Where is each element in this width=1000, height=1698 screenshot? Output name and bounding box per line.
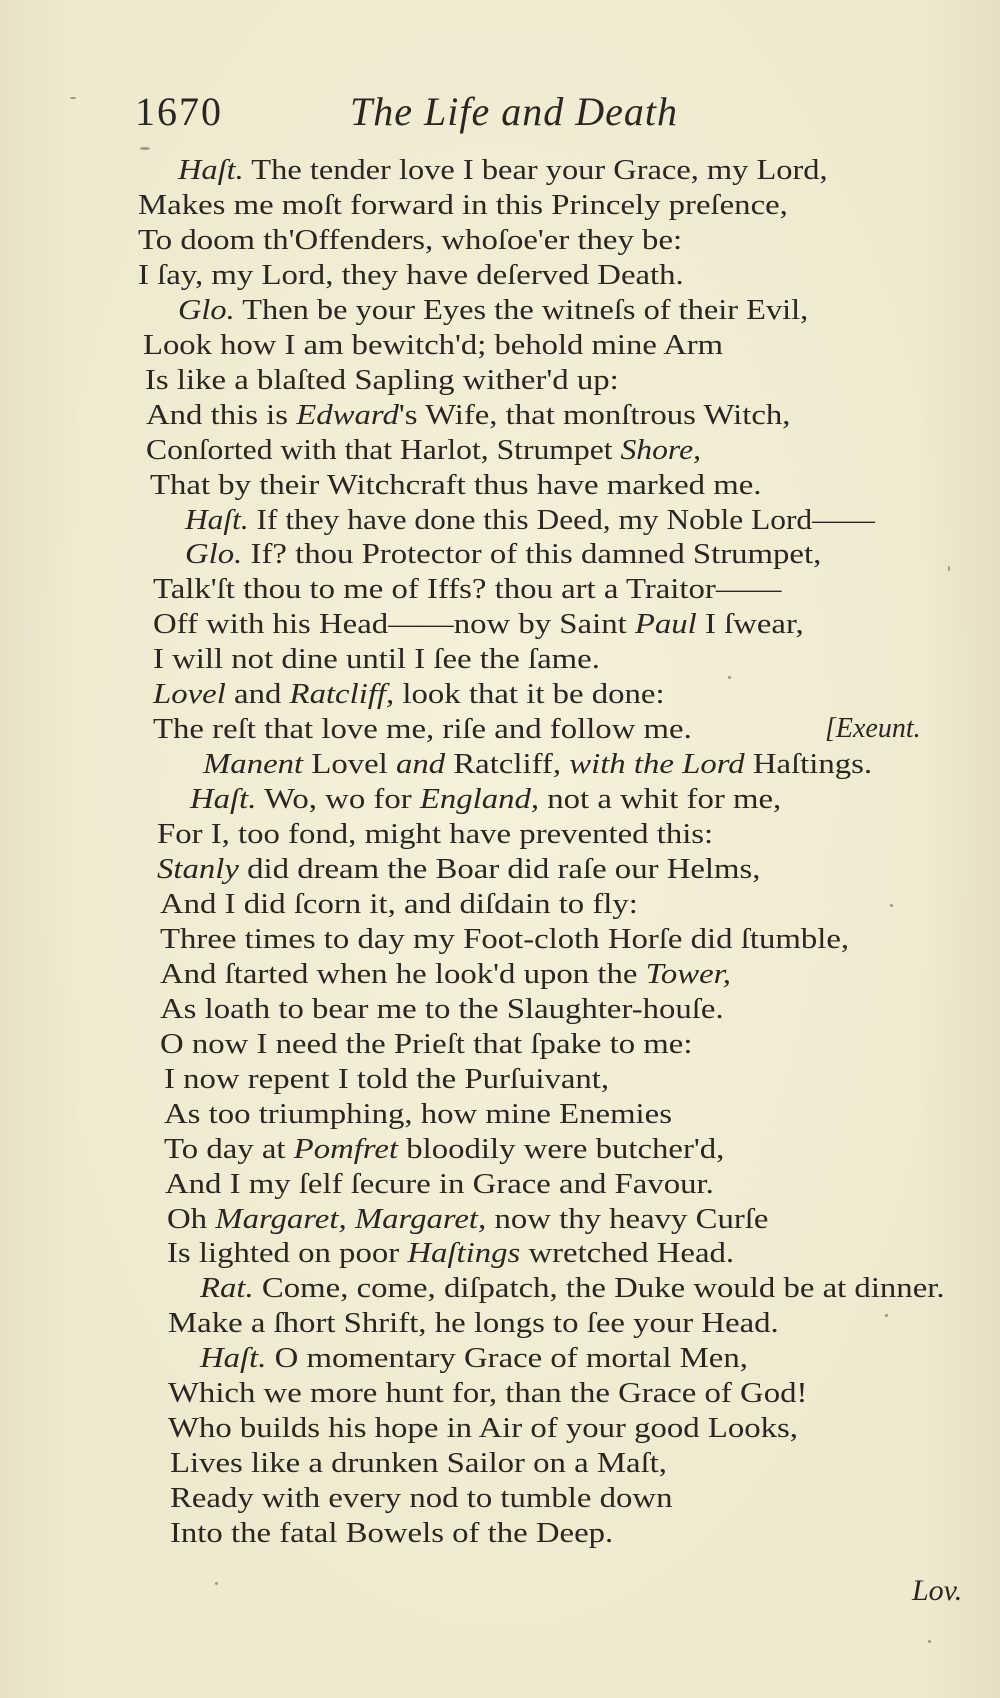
text-segment: I now repent I told the Purſuivant,	[164, 1063, 610, 1095]
text-line	[190, 783, 781, 817]
speaker-name: Haſt.	[185, 504, 249, 536]
italic-text: England,	[419, 784, 540, 816]
text-segment: Conſorted with that Harlot, Strumpet	[146, 434, 621, 466]
text-line	[146, 399, 791, 433]
ink-speck	[728, 676, 731, 679]
text-line	[168, 1307, 779, 1341]
page-number: 1670	[135, 89, 223, 134]
ink-speck	[890, 904, 893, 907]
text-segment: The tender love I bear your Grace, my Lord,	[243, 155, 828, 186]
text-line	[153, 643, 600, 677]
text-line	[160, 993, 724, 1027]
text-line	[138, 259, 684, 293]
text-segment: If they have done this Deed, my Noble Lord——	[248, 504, 875, 536]
text-segment: Wo, wo for	[256, 784, 420, 816]
text-segment: As too triumphing, how mine Enemies	[164, 1098, 672, 1130]
page-header	[135, 88, 835, 148]
text-segment: Is like a blaſted Sapling wither'd up:	[145, 364, 619, 396]
text-line	[167, 1237, 734, 1271]
italic-text: Margaret, Margaret,	[215, 1203, 487, 1235]
italic-text: Stanly	[157, 854, 239, 885]
text-segment: Oh	[167, 1203, 216, 1235]
text-segment: And I did ſcorn it, and diſdain to fly:	[160, 888, 638, 920]
text-segment: Ratcliff,	[445, 749, 570, 781]
text-segment: did dream the Boar did raſe our Helms,	[238, 854, 761, 885]
text-segment: Lovel	[303, 749, 396, 781]
stage-direction: [Exeunt.	[825, 713, 921, 745]
text-segment: and	[225, 679, 290, 711]
italic-text: with the Lord	[569, 749, 745, 781]
text-segment: As loath to bear me to the Slaughter-houſe.	[160, 993, 724, 1025]
ink-speck	[140, 147, 150, 150]
text-segment: I ſay, my Lord, they have deſerved Death.	[138, 259, 684, 291]
text-line	[160, 888, 638, 922]
text-segment: The reſt that love me, riſe and follow me.	[153, 714, 692, 746]
text-line	[153, 573, 781, 607]
text-line	[157, 853, 760, 887]
text-line	[185, 504, 875, 538]
speaker-name: Glo.	[178, 294, 235, 326]
text-line	[160, 1028, 692, 1062]
text-segment: Is lighted on poor	[167, 1238, 408, 1270]
text-segment: 's Wife, that monſtrous Witch,	[398, 399, 791, 431]
text-line	[170, 1517, 613, 1551]
text-segment: To day at	[164, 1133, 294, 1165]
text-segment: Lives like a drunken Sailor on a Maſt,	[170, 1448, 667, 1480]
text-line	[165, 1168, 714, 1202]
text-line	[178, 154, 828, 188]
speaker-name: Haſt.	[190, 784, 257, 816]
speaker-name: Haſt.	[178, 155, 244, 186]
text-segment: And ſtarted when he look'd upon the	[160, 958, 646, 990]
ink-speck	[215, 1582, 218, 1585]
ink-speck	[928, 1640, 931, 1643]
text-segment: look that it be done:	[394, 679, 665, 711]
italic-text: Haſtings	[407, 1238, 521, 1270]
text-line	[203, 748, 872, 782]
ink-speck	[885, 1314, 888, 1317]
text-line	[157, 818, 713, 852]
italic-text: Pomfret	[293, 1133, 399, 1165]
text-line	[160, 923, 849, 957]
text-line	[138, 189, 788, 223]
text-line	[153, 608, 804, 642]
text-line	[167, 1203, 768, 1237]
text-line	[153, 713, 692, 747]
text-line	[150, 469, 761, 503]
text-segment: Haſtings.	[744, 749, 873, 781]
text-line	[145, 364, 619, 398]
italic-text: and	[395, 749, 446, 781]
italic-text: Tower,	[645, 958, 731, 990]
text-line	[160, 958, 731, 992]
text-line	[170, 1482, 672, 1516]
text-segment: I ſwear,	[696, 609, 804, 641]
italic-text: Ratcliff,	[289, 679, 395, 711]
text-line	[164, 1063, 609, 1097]
text-segment: Which we more hunt for, than the Grace of God!	[168, 1378, 808, 1410]
italic-text: Shore,	[620, 434, 702, 466]
italic-text: Edward	[296, 399, 399, 431]
italic-text: Paul	[634, 609, 697, 641]
text-segment: For I, too fond, might have prevented this:	[157, 819, 714, 851]
text-segment: Make a ſhort Shrift, he longs to ſee your Head.	[168, 1308, 779, 1340]
text-segment: And this is	[146, 399, 297, 431]
text-segment: If? thou Protector of this damned Strumpet,	[242, 539, 822, 571]
text-segment: Talk'ſt thou to me of Iffs? thou art a Traitor——	[153, 574, 782, 606]
text-line	[143, 329, 723, 363]
text-line	[164, 1098, 672, 1132]
text-segment: That by their Witchcraft thus have marked me.	[150, 469, 762, 501]
text-segment: wretched Head.	[520, 1238, 735, 1270]
speaker-name: Glo.	[185, 539, 243, 571]
text-segment: Come, come, diſpatch, the Duke would be at dinner.	[253, 1273, 945, 1305]
text-segment: Then be your Eyes the witneſs of their Evil,	[234, 294, 809, 326]
text-segment: Who builds his hope in Air of your good Looks,	[168, 1413, 798, 1445]
text-line	[164, 1133, 724, 1167]
text-segment: O momentary Grace of mortal Men,	[266, 1343, 748, 1375]
text-segment: Makes me moſt forward in this Princely preſence,	[138, 189, 788, 221]
speaker-name: Rat.	[200, 1273, 254, 1305]
ink-speck	[70, 97, 76, 99]
text-line	[185, 538, 821, 572]
play-text	[0, 154, 1000, 1574]
ink-speck	[948, 566, 950, 571]
text-line	[170, 1447, 667, 1481]
text-line	[168, 1412, 798, 1446]
text-segment: Look how I am bewitch'd; behold mine Arm	[143, 329, 724, 361]
text-segment: Ready with every nod to tumble down	[170, 1483, 673, 1515]
text-segment: Three times to day my Foot-cloth Horſe did ſtumble,	[160, 923, 850, 955]
text-segment: not a whit for me,	[539, 784, 782, 816]
text-segment: Off with his Head——now by Saint	[153, 609, 635, 641]
text-segment: And I my ſelf ſecure in Grace and Favour.	[165, 1168, 714, 1200]
speaker-name: Haſt.	[200, 1343, 267, 1375]
text-segment: now thy heavy Curſe	[486, 1203, 769, 1235]
italic-text: Lovel	[153, 679, 226, 711]
text-segment: bloodily were butcher'd,	[398, 1133, 725, 1165]
running-title: The Life and Death	[350, 89, 678, 134]
text-line	[138, 224, 682, 258]
text-segment: O now I need the Prieſt that ſpake to me:	[160, 1028, 693, 1060]
text-line	[153, 678, 665, 712]
text-segment: Into the fatal Bowels of the Deep.	[170, 1518, 614, 1550]
text-segment: I will not dine until I ſee the ſame.	[153, 644, 600, 676]
text-line	[200, 1272, 945, 1306]
text-line	[178, 294, 808, 328]
text-line	[168, 1377, 807, 1411]
italic-text: Manent	[203, 749, 304, 781]
text-segment: To doom th'Offenders, whoſoe'er they be:	[138, 224, 683, 256]
catchword: Lov.	[912, 1574, 963, 1607]
text-line	[146, 434, 701, 468]
text-line	[200, 1342, 748, 1376]
